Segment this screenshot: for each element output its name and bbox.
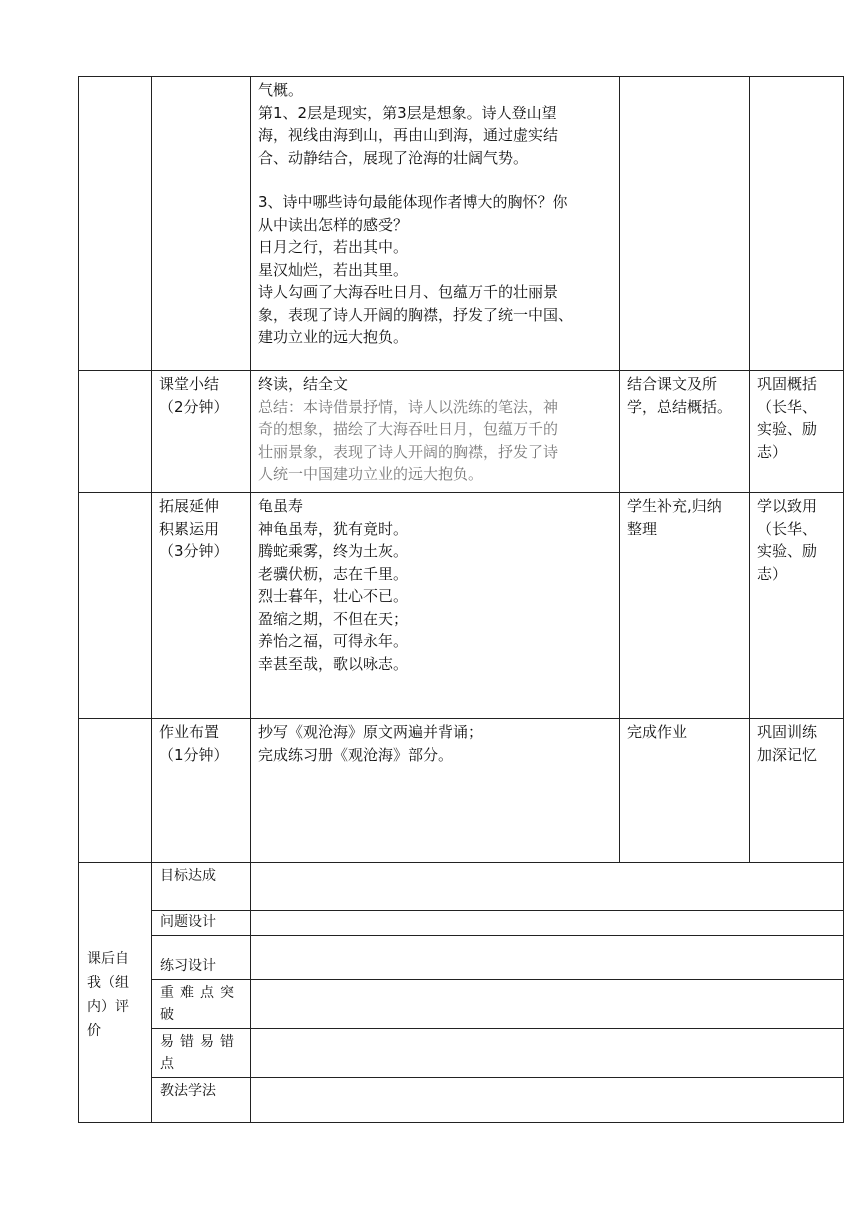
eval-category-cell <box>152 936 251 980</box>
lesson-plan-table <box>78 76 844 1123</box>
content-line: 合、动静结合，展现了沧海的壮阔气势。 <box>258 148 529 167</box>
content-line: 第1、2层是现实，第3层是想象。诗人登山望 <box>258 103 557 122</box>
table-row <box>79 911 844 936</box>
poem-line: 幸甚至哉，歌以咏志。 <box>258 654 409 673</box>
eval-input-cell[interactable] <box>251 980 844 1029</box>
purpose-line: （长华、 <box>757 397 818 416</box>
activity-cell <box>620 371 750 493</box>
eval-input-cell[interactable] <box>251 1078 844 1123</box>
empty-cell <box>79 493 152 719</box>
content-line: 诗人勾画了大海吞吐日月、包蕴万千的壮丽景 <box>258 283 559 301</box>
stage-label: 拓展延伸 <box>159 497 220 515</box>
table-row <box>79 936 844 980</box>
purpose-line: （长华、 <box>757 519 818 538</box>
table-row <box>79 719 844 863</box>
eval-input-cell[interactable] <box>251 936 844 980</box>
purpose-line: 加深记忆 <box>757 745 818 764</box>
evaluation-label: 我（组 <box>87 974 129 991</box>
table-row <box>79 1029 844 1078</box>
purpose-line: 巩固训练 <box>757 723 818 741</box>
blank-line <box>258 169 613 191</box>
purpose-line: 实验、励 <box>757 420 818 438</box>
homework-line: 完成练习册《观沧海》部分。 <box>258 745 454 764</box>
eval-category: 重难点突破 <box>160 985 240 1023</box>
summary-line: 奇的想象，描绘了大海吞吐日月，包蕴万千的 <box>258 420 559 438</box>
eval-input-cell[interactable] <box>251 911 844 936</box>
purpose-line: 志） <box>757 442 788 461</box>
eval-category-cell <box>152 911 251 936</box>
content-cell <box>251 493 620 719</box>
poem-title: 龟虽寿 <box>258 497 304 515</box>
evaluation-label: 内）评 <box>87 998 129 1015</box>
stage-cell <box>152 371 251 493</box>
activity-line: 学生补充,归纳 <box>627 497 722 515</box>
content-line: 建功立业的远大抱负。 <box>258 328 409 346</box>
table-row <box>79 863 844 911</box>
activity-line: 结合课文及所 <box>627 375 718 393</box>
eval-input-cell[interactable] <box>251 863 844 911</box>
poem-line: 神龟虽寿，犹有竟时。 <box>258 519 409 538</box>
poem-line: 腾蛇乘雾，终为土灰。 <box>258 542 409 560</box>
poem-line: 盈缩之期，不但在天； <box>258 609 409 628</box>
stage-label: 作业布置 <box>159 723 220 741</box>
content-heading: 终读，结全文 <box>258 375 349 393</box>
table-row <box>79 1078 844 1123</box>
content-line: 气概。 <box>258 81 304 99</box>
content-cell <box>251 371 620 493</box>
table-row <box>79 371 844 493</box>
eval-category: 教法学法 <box>160 1083 216 1099</box>
homework-line: 抄写《观沧海》原文两遍并背诵； <box>258 723 484 741</box>
purpose-cell <box>750 719 844 863</box>
eval-category: 目标达成 <box>160 868 216 884</box>
empty-cell <box>750 77 844 371</box>
content-line: 星汉灿烂，若出其里。 <box>258 260 409 279</box>
activity-cell <box>620 719 750 863</box>
eval-category-cell <box>152 1029 251 1078</box>
stage-duration: （2分钟） <box>159 397 229 416</box>
purpose-line: 巩固概括 <box>757 375 818 393</box>
purpose-line: 学以致用 <box>757 497 818 515</box>
poem-line: 养怡之福，可得永年。 <box>258 632 409 650</box>
eval-category: 问题设计 <box>160 914 216 930</box>
content-line: 从中读出怎样的感受？ <box>258 215 409 234</box>
purpose-line: 志） <box>757 564 788 583</box>
empty-cell <box>79 719 152 863</box>
content-line: 象，表现了诗人开阔的胸襟，抒发了统一中国、 <box>258 305 574 324</box>
activity-line: 整理 <box>627 519 658 538</box>
summary-line: 总结：本诗借景抒情，诗人以洗练的笔法，神 <box>258 397 559 416</box>
eval-category-cell <box>152 980 251 1029</box>
table-row <box>79 980 844 1029</box>
purpose-cell <box>750 371 844 493</box>
stage-duration: （3分钟） <box>159 542 229 560</box>
activity-cell <box>620 493 750 719</box>
eval-input-cell[interactable] <box>251 1029 844 1078</box>
activity-line: 学，总结概括。 <box>627 397 733 416</box>
empty-cell <box>79 77 152 371</box>
poem-line: 烈士暮年，壮心不已。 <box>258 587 409 605</box>
stage-duration: （1分钟） <box>159 745 229 764</box>
content-line: 海，视线由海到山，再由山到海，通过虚实结 <box>258 126 559 144</box>
table-row <box>79 77 844 371</box>
eval-category: 易错易错点 <box>160 1034 240 1072</box>
empty-cell <box>79 371 152 493</box>
eval-category: 练习设计 <box>160 958 216 974</box>
stage-cell <box>152 493 251 719</box>
eval-category-cell <box>152 863 251 911</box>
purpose-line: 实验、励 <box>757 542 818 560</box>
evaluation-label-cell <box>79 863 152 1123</box>
eval-category-cell <box>152 1078 251 1123</box>
summary-line: 人统一中国建功立业的远大抱负。 <box>258 465 484 483</box>
activity-line: 完成作业 <box>627 723 688 741</box>
poem-line: 老骥伏枥，志在千里。 <box>258 564 409 583</box>
evaluation-label: 课后自 <box>87 950 129 967</box>
content-cell <box>251 77 620 371</box>
empty-cell <box>152 77 251 371</box>
summary-line: 壮丽景象，表现了诗人开阔的胸襟，抒发了诗 <box>258 442 559 461</box>
content-line: 日月之行，若出其中。 <box>258 238 409 256</box>
stage-cell <box>152 719 251 863</box>
stage-label: 课堂小结 <box>159 375 220 393</box>
content-cell <box>251 719 620 863</box>
empty-cell <box>620 77 750 371</box>
evaluation-label: 价 <box>87 1022 101 1039</box>
purpose-cell <box>750 493 844 719</box>
stage-label: 积累运用 <box>159 519 220 538</box>
table-row <box>79 493 844 719</box>
content-line: 3、诗中哪些诗句最能体现作者博大的胸怀？你 <box>258 193 568 211</box>
